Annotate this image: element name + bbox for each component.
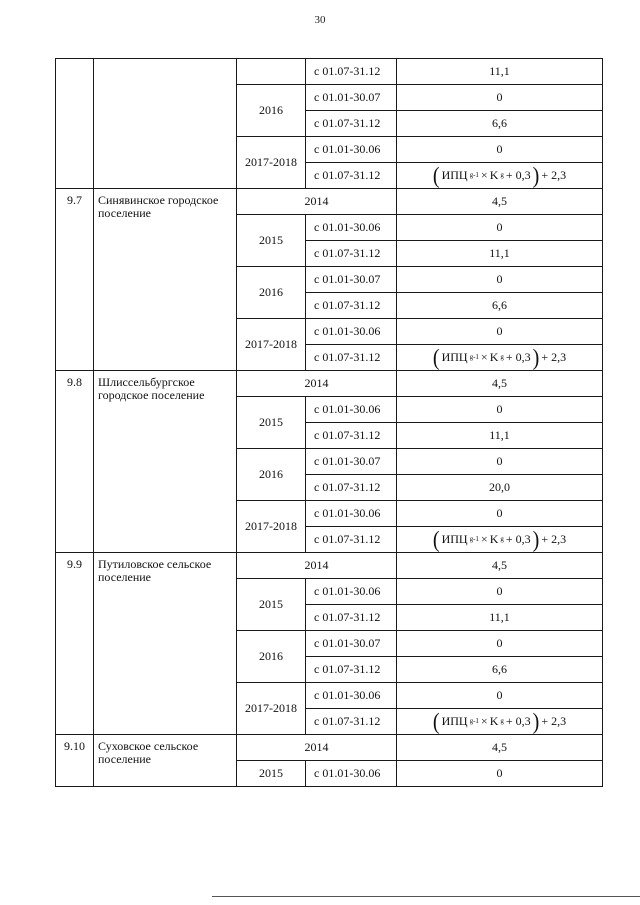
value-cell: 6,6 xyxy=(397,657,603,683)
value-cell: 0 xyxy=(397,85,603,111)
year-cell: 2014 xyxy=(237,371,397,397)
period-cell: с 01.07-31.12 xyxy=(306,59,397,85)
period-cell: с 01.01-30.06 xyxy=(306,683,397,709)
value-cell: 11,1 xyxy=(397,241,603,267)
value-cell: 0 xyxy=(397,215,603,241)
period-cell: с 01.07-31.12 xyxy=(306,527,397,553)
year-cell: 2015 xyxy=(237,215,306,267)
page-number: 30 xyxy=(314,14,326,26)
value-cell: 0 xyxy=(397,449,603,475)
settlement-name-cell: Суховское сельское поселение xyxy=(94,735,237,787)
table-row xyxy=(56,189,603,215)
period-cell: с 01.01-30.07 xyxy=(306,85,397,111)
year-cell: 2014 xyxy=(237,553,397,579)
year-cell: 2017-2018 xyxy=(237,683,306,735)
row-number-cell: 9.7 xyxy=(56,189,94,371)
value-cell: 0 xyxy=(397,683,603,709)
table-row xyxy=(56,735,603,761)
period-cell: с 01.01-30.06 xyxy=(306,501,397,527)
period-cell: с 01.01-30.07 xyxy=(306,267,397,293)
settlement-name-cell: Шлиссельбургское городское поселение xyxy=(94,371,237,553)
indexation-formula: ( ИПЦ g-1 × K g + 0,3 ) + 2,3 xyxy=(432,344,567,371)
value-cell: 0 xyxy=(397,761,603,787)
period-cell: с 01.07-31.12 xyxy=(306,657,397,683)
value-cell: 0 xyxy=(397,267,603,293)
period-cell: с 01.01-30.07 xyxy=(306,631,397,657)
value-cell: 6,6 xyxy=(397,111,603,137)
value-cell: 11,1 xyxy=(397,59,603,85)
value-cell: 11,1 xyxy=(397,423,603,449)
period-cell: с 01.07-31.12 xyxy=(306,345,397,371)
row-number-cell: 9.9 xyxy=(56,553,94,735)
period-cell: с 01.01-30.06 xyxy=(306,397,397,423)
period-cell: с 01.07-31.12 xyxy=(306,709,397,735)
formula-cell xyxy=(397,163,603,189)
period-cell: с 01.01-30.06 xyxy=(306,319,397,345)
period-cell: с 01.01-30.07 xyxy=(306,449,397,475)
row-number-cell: 9.8 xyxy=(56,371,94,553)
period-cell: с 01.01-30.06 xyxy=(306,215,397,241)
year-cell: 2015 xyxy=(237,761,306,787)
table-row xyxy=(56,553,603,579)
indexation-formula: ( ИПЦ g-1 × K g + 0,3 ) + 2,3 xyxy=(432,708,567,735)
row-number-cell xyxy=(56,59,94,189)
indexation-formula: ( ИПЦ g-1 × K g + 0,3 ) + 2,3 xyxy=(432,162,567,189)
value-cell: 0 xyxy=(397,137,603,163)
year-cell: 2016 xyxy=(237,449,306,501)
value-cell: 0 xyxy=(397,397,603,423)
formula-cell xyxy=(397,709,603,735)
value-cell: 0 xyxy=(397,319,603,345)
period-cell: с 01.01-30.06 xyxy=(306,579,397,605)
year-cell xyxy=(237,59,306,85)
value-cell: 4,5 xyxy=(397,189,603,215)
year-cell: 2014 xyxy=(237,189,397,215)
period-cell: с 01.01-30.06 xyxy=(306,137,397,163)
table-row xyxy=(56,59,603,85)
period-cell: с 01.07-31.12 xyxy=(306,475,397,501)
value-cell: 4,5 xyxy=(397,371,603,397)
value-cell: 0 xyxy=(397,501,603,527)
year-cell: 2015 xyxy=(237,397,306,449)
value-cell: 0 xyxy=(397,579,603,605)
value-cell: 11,1 xyxy=(397,605,603,631)
period-cell: с 01.07-31.12 xyxy=(306,605,397,631)
year-cell: 2015 xyxy=(237,579,306,631)
value-cell: 6,6 xyxy=(397,293,603,319)
settlement-name-cell xyxy=(94,59,237,189)
indexation-formula: ( ИПЦ g-1 × K g + 0,3 ) + 2,3 xyxy=(432,526,567,553)
period-cell: с 01.07-31.12 xyxy=(306,111,397,137)
period-cell: с 01.07-31.12 xyxy=(306,163,397,189)
formula-cell xyxy=(397,527,603,553)
year-cell: 2016 xyxy=(237,267,306,319)
value-cell: 0 xyxy=(397,631,603,657)
period-cell: с 01.01-30.06 xyxy=(306,761,397,787)
year-cell: 2017-2018 xyxy=(237,501,306,553)
period-cell: с 01.07-31.12 xyxy=(306,423,397,449)
value-cell: 20,0 xyxy=(397,475,603,501)
value-cell: 4,5 xyxy=(397,735,603,761)
scan-edge-line xyxy=(212,896,640,897)
settlement-name-cell: Путиловское сельское поселение xyxy=(94,553,237,735)
table-row xyxy=(56,371,603,397)
formula-cell xyxy=(397,345,603,371)
year-cell: 2017-2018 xyxy=(237,319,306,371)
tariff-table xyxy=(55,58,603,787)
year-cell: 2016 xyxy=(237,631,306,683)
value-cell: 4,5 xyxy=(397,553,603,579)
period-cell: с 01.07-31.12 xyxy=(306,293,397,319)
row-number-cell: 9.10 xyxy=(56,735,94,787)
year-cell: 2017-2018 xyxy=(237,137,306,189)
year-cell: 2016 xyxy=(237,85,306,137)
period-cell: с 01.07-31.12 xyxy=(306,241,397,267)
settlement-name-cell: Синявинское городское поселение xyxy=(94,189,237,371)
year-cell: 2014 xyxy=(237,735,397,761)
